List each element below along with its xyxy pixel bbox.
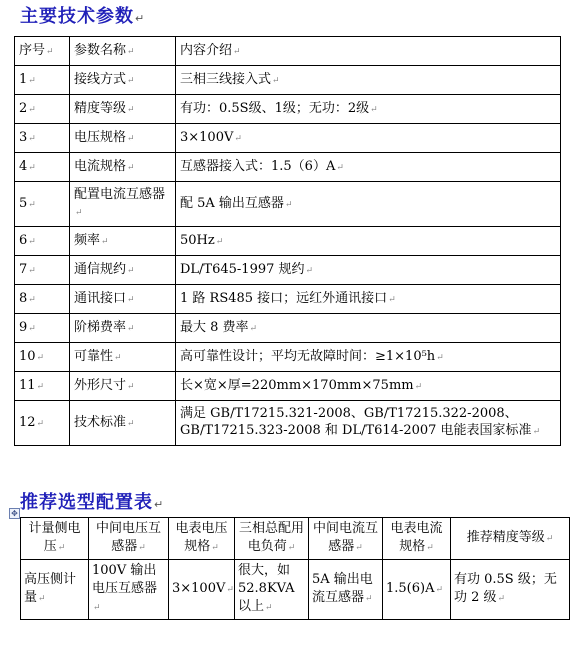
row-number: 9↵ (15, 314, 70, 343)
table-row (15, 372, 561, 401)
param-value: 长×宽×厚=220mm×170mm×75mm↵ (176, 372, 561, 401)
header-cell: 计量侧电压↵ (21, 518, 89, 560)
param-value: 3×100V↵ (176, 124, 561, 153)
page-title: 主要技术参数↵ (20, 6, 146, 27)
param-name: 通信规约↵ (70, 256, 176, 285)
param-name: 阶梯费率↵ (70, 314, 176, 343)
row-number: 10↵ (15, 343, 70, 372)
table-row (15, 153, 561, 182)
param-value: 三相三线接入式↵ (176, 66, 561, 95)
param-value: 互感器接入式：1.5（6）A↵ (176, 153, 561, 182)
param-name: 技术标准↵ (70, 401, 176, 446)
data-cell: 5A 输出电流互感器↵ (309, 560, 383, 620)
param-name: 通讯接口↵ (70, 285, 176, 314)
selection-table (20, 517, 570, 620)
header-cell: 中间电压互感器↵ (89, 518, 169, 560)
table-row (15, 182, 561, 227)
param-value: 有功：0.5S级、1级；无功：2级↵ (176, 95, 561, 124)
param-value: DL/T645-1997 规约↵ (176, 256, 561, 285)
row-number: 12↵ (15, 401, 70, 446)
table-row (15, 66, 561, 95)
param-name: 接线方式↵ (70, 66, 176, 95)
data-cell: 3×100V↵ (169, 560, 235, 620)
data-cell: 很大，如 52.8KVA 以上↵ (235, 560, 309, 620)
param-name: 精度等级↵ (70, 95, 176, 124)
table-row (15, 343, 561, 372)
header-cell: 中间电流互感器↵ (309, 518, 383, 560)
row-number: 11↵ (15, 372, 70, 401)
header-row (21, 518, 570, 560)
data-cell: 有功 0.5S 级；无功 2 级↵ (451, 560, 570, 620)
table-row (15, 124, 561, 153)
param-value: 50Hz↵ (176, 227, 561, 256)
header-cell: 电表电流规格↵ (383, 518, 451, 560)
row-number: 5↵ (15, 182, 70, 227)
header-row (15, 37, 561, 66)
row-number: 4↵ (15, 153, 70, 182)
header-cell: 序号↵ (15, 37, 70, 66)
header-cell: 推荐精度等级↵ (451, 518, 570, 560)
data-cell: 1.5(6)A↵ (383, 560, 451, 620)
header-cell: 三相总配用电负荷↵ (235, 518, 309, 560)
header-cell: 参数名称↵ (70, 37, 176, 66)
row-number: 2↵ (15, 95, 70, 124)
table-move-handle-icon[interactable]: ✥ (9, 508, 20, 519)
param-value: 配 5A 输出互感器↵ (176, 182, 561, 227)
row-number: 8↵ (15, 285, 70, 314)
table-row (15, 227, 561, 256)
param-name: 外形尺寸↵ (70, 372, 176, 401)
param-name: 电压规格↵ (70, 124, 176, 153)
table-row (15, 256, 561, 285)
table-row (21, 560, 570, 620)
table-row (15, 95, 561, 124)
param-value: 最大 8 费率↵ (176, 314, 561, 343)
row-number: 7↵ (15, 256, 70, 285)
param-value: 1 路 RS485 接口；远红外通讯接口↵ (176, 285, 561, 314)
param-name: 配置电流互感器↵ (70, 182, 176, 227)
table-row (15, 285, 561, 314)
param-name: 电流规格↵ (70, 153, 176, 182)
header-cell: 电表电压规格↵ (169, 518, 235, 560)
param-name: 可靠性↵ (70, 343, 176, 372)
param-name: 频率↵ (70, 227, 176, 256)
table-row (15, 314, 561, 343)
param-value: 高可靠性设计；平均无故障时间：≥1×10⁵h↵ (176, 343, 561, 372)
param-value: 满足 GB/T17215.321-2008、GB/T17215.322-2008、GB/T17215.323-2008 和 DL/T614-2007 电能表国家标准↵ (176, 401, 561, 446)
row-number: 3↵ (15, 124, 70, 153)
table-row (15, 401, 561, 446)
data-cell: 高压侧计量↵ (21, 560, 89, 620)
row-number: 1↵ (15, 66, 70, 95)
header-cell: 内容介绍↵ (176, 37, 561, 66)
parameters-table (14, 36, 561, 446)
section-title: 推荐选型配置表↵ (20, 492, 165, 513)
row-number: 6↵ (15, 227, 70, 256)
data-cell: 100V 输出电压互感器↵ (89, 560, 169, 620)
